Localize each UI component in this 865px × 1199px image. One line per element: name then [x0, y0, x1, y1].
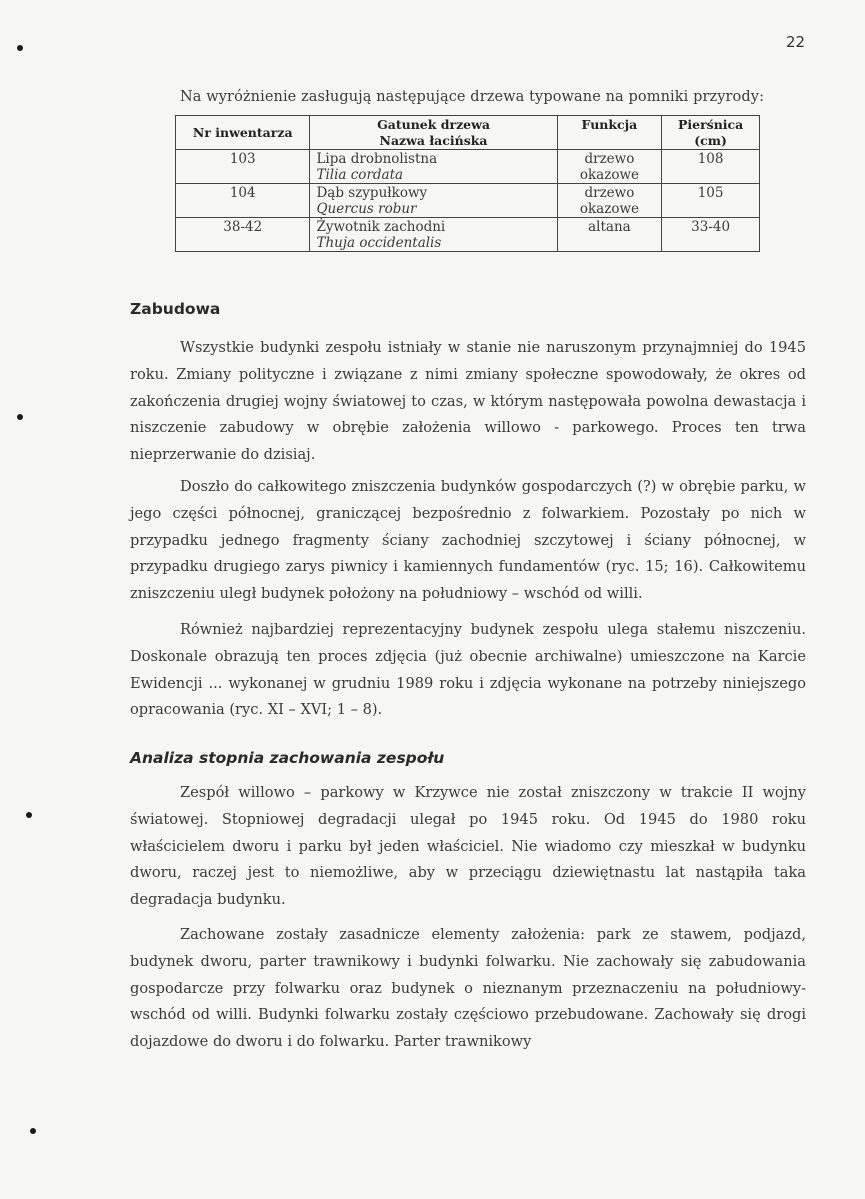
header-nr: Nr inwentarza	[176, 116, 310, 150]
cell-nr: 103	[176, 150, 310, 184]
paragraph: Wszystkie budynki zespołu istniały w stanie nie naruszonym przynajmniej do 1945 roku. Zmiany polityczne i związane z nimi zmiany społeczne spowodowały, że okres od zakończenia drugiej wojny światowej to czas, w którym następowała powolna dewastacja i niszczenie zabudowy w obrębie założenia willowo - parkowego. Proces ten trwa nieprzerwanie do dzisiaj.	[130, 339, 806, 464]
cell-girth: 33-40	[662, 218, 760, 252]
binder-hole	[26, 812, 32, 818]
binder-hole	[17, 414, 23, 420]
cell-nr: 104	[176, 184, 310, 218]
cell-function: drzewo okazowe	[557, 184, 662, 218]
binder-hole	[30, 1128, 36, 1134]
paragraph: Doszło do całkowitego zniszczenia budynków gospodarczych (?) w obrębie parku, w jego części północnej, graniczącej bezpośrednio z folwarkiem. Pozostały po nich w przypadku jednego fragmenty ściany zachodniej szczytowej i ściany północnej, w przypadku drugiego zarys piwnicy i kamiennych fundamentów (ryc. 15; 16). Całkowitemu zniszczeniu uległ budynek położony na południowy – wschód od willi.	[130, 478, 806, 603]
header-girth: Pierśnica (cm)	[662, 116, 760, 150]
binder-hole	[17, 45, 23, 51]
table-row	[176, 184, 760, 218]
table-row	[176, 150, 760, 184]
cell-nr: 38-42	[176, 218, 310, 252]
paragraph: Zespół willowo – parkowy w Krzywce nie został zniszczony w trakcie II wojny światowej. Stopniowej degradacji ulegał po 1945 roku. Od 1945 do 1980 roku właścicielem dworu i parku był jeden właściciel. Nie wiadomo czy mieszkał w budynku dworu, raczej jest to niemożliwe, aby w przeciągu dziewiętnastu lat nastąpiła taka degradacja budynku.	[130, 784, 806, 909]
cell-girth: 108	[662, 150, 760, 184]
cell-function: altana	[557, 218, 662, 252]
paragraph: Zachowane zostały zasadnicze elementy założenia: park ze stawem, podjazd, budynek dworu, parter trawnikowy i budynki folwarku. Nie zachowały się zabudowania gospodarcze przy folwarku oraz budynek o nieznanym przeznaczeniu na południowy-wschód od willi. Budynki folwarku zostały częściowo przebudowane. Zachowały się drogi dojazdowe do dworu i do folwarku. Parter trawnikowy	[130, 926, 806, 1051]
cell-species: Lipa drobnolistna Tilia cordata	[310, 150, 557, 184]
cell-species: Żywotnik zachodni Thuja occidentalis	[310, 218, 557, 252]
header-function: Funkcja	[557, 116, 662, 150]
intro-text: Na wyróżnienie zasługują następujące drzewa typowane na pomniki przyrody:	[180, 89, 765, 105]
paragraph: Również najbardziej reprezentacyjny budynek zespołu ulega stałemu niszczeniu. Doskonale obrazują ten proces zdjęcia (już obecnie archiwalne) umieszczone na Karcie Ewidencji ... wykonanej w grudniu 1989 roku i zdjęcia wykonane na potrzeby niniejszego opracowania (ryc. XI – XVI; 1 – 8).	[130, 621, 806, 719]
header-species: Gatunek drzewa Nazwa łacińska	[310, 116, 557, 150]
section-heading-zabudowa: Zabudowa	[130, 300, 221, 318]
section-heading-analiza: Analiza stopnia zachowania zespołu	[130, 749, 445, 767]
trees-table	[175, 115, 760, 252]
cell-function: drzewo okazowe	[557, 150, 662, 184]
cell-girth: 105	[662, 184, 760, 218]
table-header-row	[176, 116, 760, 150]
cell-species: Dąb szypułkowy Quercus robur	[310, 184, 557, 218]
page-number: 22	[786, 33, 806, 51]
table-row	[176, 218, 760, 252]
